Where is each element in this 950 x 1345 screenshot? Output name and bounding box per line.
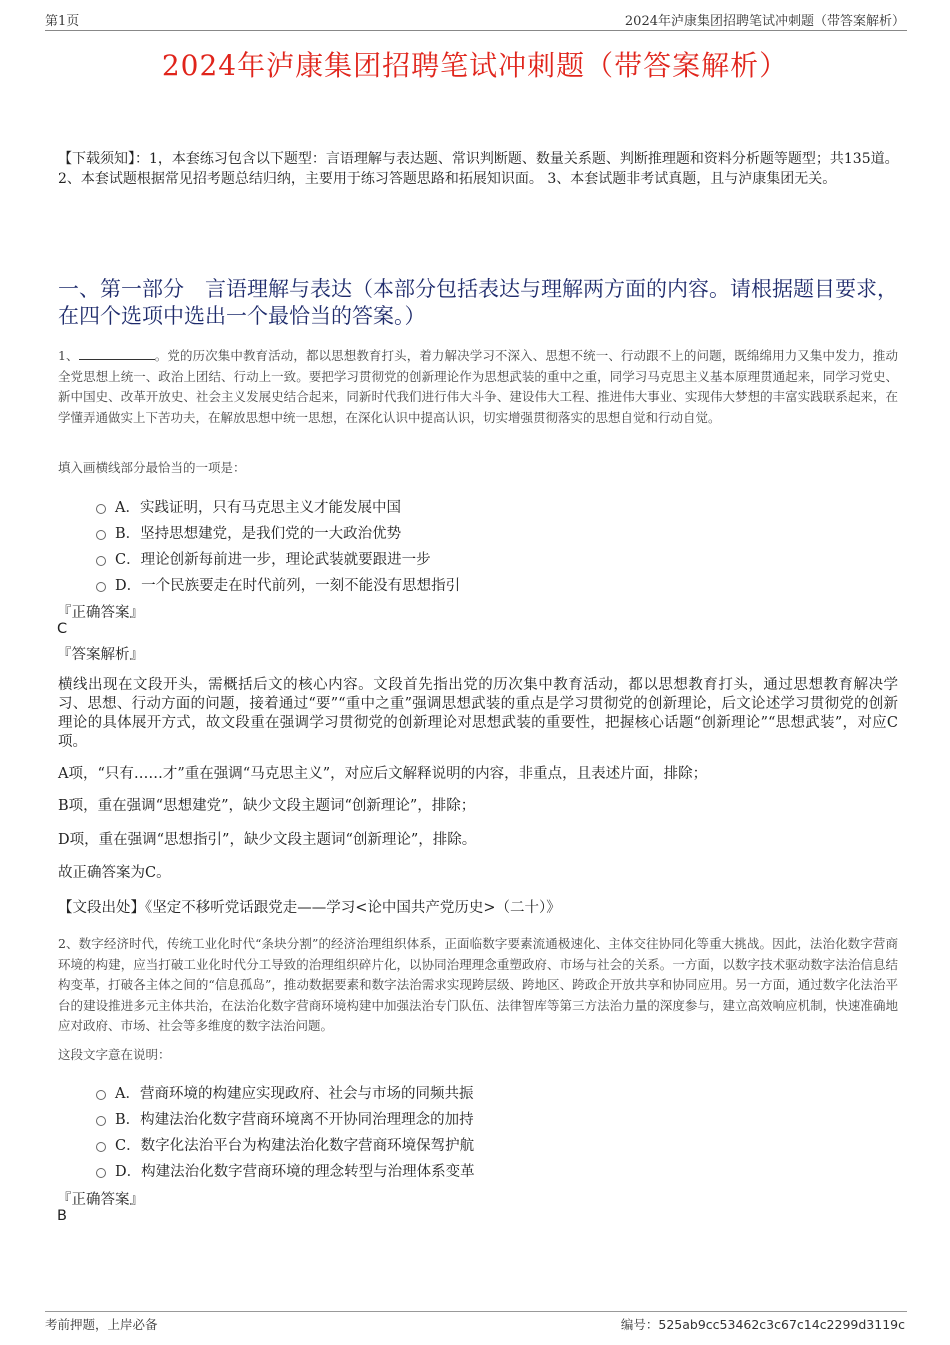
question-2-stem: 2、数字经济时代，传统工业化时代“条块分割”的经济治理组织体系，正面临数字要素流通极速化、主体交往协同化等重大挑战。因此，法治化数字营商环境的构建，应当打破工业化时代分工导致的治理组织碎片化，以协同治理理念重塑政府、市场与社会的关系。一方面，以数字技术驱动数字法治信息结构变革，打破各主体之间的“信息孤岛”，推动数据要素和数字法治需求实现跨层级、跨地区、跨政企开放共享和协同应用。另一方面，通过数字化法治平台的建设推进多元主体共治，在法治化数字营商环境构建中加强法治专门队伍、法律智库等第三方法治力量的深度参与，建立高效响应机制，快速准确地应对政府、市场、社会等多维度的数字法治问题。 [58,936,898,1033]
q1-option-b[interactable]: B． 坚持思想建党，是我们党的一大政治优势 [96,521,401,543]
q1-answer: C [57,621,68,637]
radio-icon[interactable] [96,1168,106,1178]
q1-option-a[interactable]: A． 实践证明，只有马克思主义才能发展中国 [96,495,401,517]
q2-option-d[interactable]: D． 构建法治化数字营商环境的理念转型与治理体系变革 [96,1159,475,1181]
radio-icon[interactable] [96,530,106,540]
q1-source: 【文段出处】《坚定不移听党话跟党走——学习<论中国共产党历史>（二十）》 [58,900,561,916]
q2-answer: B [57,1208,67,1224]
radio-icon[interactable] [96,1142,106,1152]
footer-code: 编号：525ab9cc53462c3c67c14c2299d3119c [620,1317,905,1332]
q2-option-b[interactable]: B． 构建法治化数字营商环境离不开协同治理理念的加持 [96,1107,474,1129]
page-title: 2024年泸康集团招聘笔试冲刺题（带答案解析） [161,49,789,82]
q1-option-c[interactable]: C． 理论创新每前进一步，理论武装就要跟进一步 [96,547,431,569]
radio-icon[interactable] [96,1116,106,1126]
section-heading: 一、第一部分 言语理解与表达（本部分包括表达与理解两方面的内容。请根据题目要求，在四个选项中选出一个最恰当的答案。） [58,277,898,328]
q1-conclusion: 故正确答案为C。 [58,865,171,881]
question-1-stem [58,346,898,428]
download-notice: 【下载须知】：1，本套练习包含以下题型：言语理解与表达题、常识判断题、数量关系题、判断推理题和资料分析题等题型；共135道。 2、本套试题根据常见招考题总结归纳，主要用于练习答题思路和拓展知识面。 3、本套试题非考试真题，且与泸康集团无关。 [58,151,899,187]
footer-slogan: 考前押题，上岸必备 [45,1317,158,1332]
running-header-title: 2024年泸康集团招聘笔试冲刺题（带答案解析） [624,14,905,29]
document-code: 525ab9cc53462c3c67c14c2299d3119c [658,1317,905,1332]
q1-analysis-a: A项，“只有……才”重在强调“马克思主义”，对应后文解释说明的内容，非重点，且表述片面，排除； [58,766,708,782]
q2-option-c[interactable]: C． 数字化法治平台为构建法治化数字营商环境保驾护航 [96,1133,474,1155]
question-1-number: 1、 [58,348,79,363]
page-number: 第1页 [45,14,80,29]
q2-option-a[interactable]: A． 营商环境的构建应实现政府、社会与市场的同频共振 [96,1081,473,1103]
radio-icon[interactable] [96,504,106,514]
q1-analysis-b: B项，重在强调“思想建党”，缺少文段主题词“创新理论”，排除； [58,798,476,814]
radio-icon[interactable] [96,556,106,566]
header-divider [45,30,907,31]
q2-answer-heading: 『正确答案』 [57,1192,144,1208]
question-1-prompt: 填入画横线部分最恰当的一项是： [58,460,246,475]
q1-analysis-main: 横线出现在文段开头，需概括后文的核心内容。文段首先指出党的历次集中教育活动，都以思想教育打头，通过思想教育解决学习、思想、行动方面的问题，接着通过“要”“重中之重”强调思想武装的重点是学习贯彻党的创新理论，后文论述学习贯彻党的创新理论的具体展开方式，故文段重在强调学习贯彻党的创新理论对思想武装的重要性，把握核心话题“创新理论”“思想武装”，对应C项。 [58,677,898,750]
question-2-prompt: 这段文字意在说明： [58,1047,171,1062]
q1-analysis-heading: 『答案解析』 [57,647,144,663]
q1-option-d[interactable]: D． 一个民族要走在时代前列，一刻不能没有思想指引 [96,573,460,595]
q1-analysis-d: D项，重在强调“思想指引”，缺少文段主题词“创新理论”，排除。 [58,832,477,848]
question-1-text: 。党的历次集中教育活动，都以思想教育打头，着力解决学习不深入、思想不统一、行动跟不上的问题，既绵绵用力又集中发力，推动全党思想上统一、政治上团结、行动上一致。要把学习贯彻党的创新理论作为思想武装的重中之重，同学习马克思主义基本原理贯通起来，同学习党史、新中国史、改革开放史、社会主义发展史结合起来，同新时代我们进行伟大斗争、建设伟大工程、推进伟大事业、实现伟大梦想的丰富实践联系起来，在学懂弄通做实上下苦功夫，在解放思想中统一思想，在深化认识中提高认识，切实增强贯彻落实的思想自觉和行动自觉。 [58,348,898,425]
q1-answer-heading: 『正确答案』 [57,605,144,621]
radio-icon[interactable] [96,1090,106,1100]
footer-divider [45,1311,907,1312]
fill-in-blank [79,348,155,360]
radio-icon[interactable] [96,582,106,592]
